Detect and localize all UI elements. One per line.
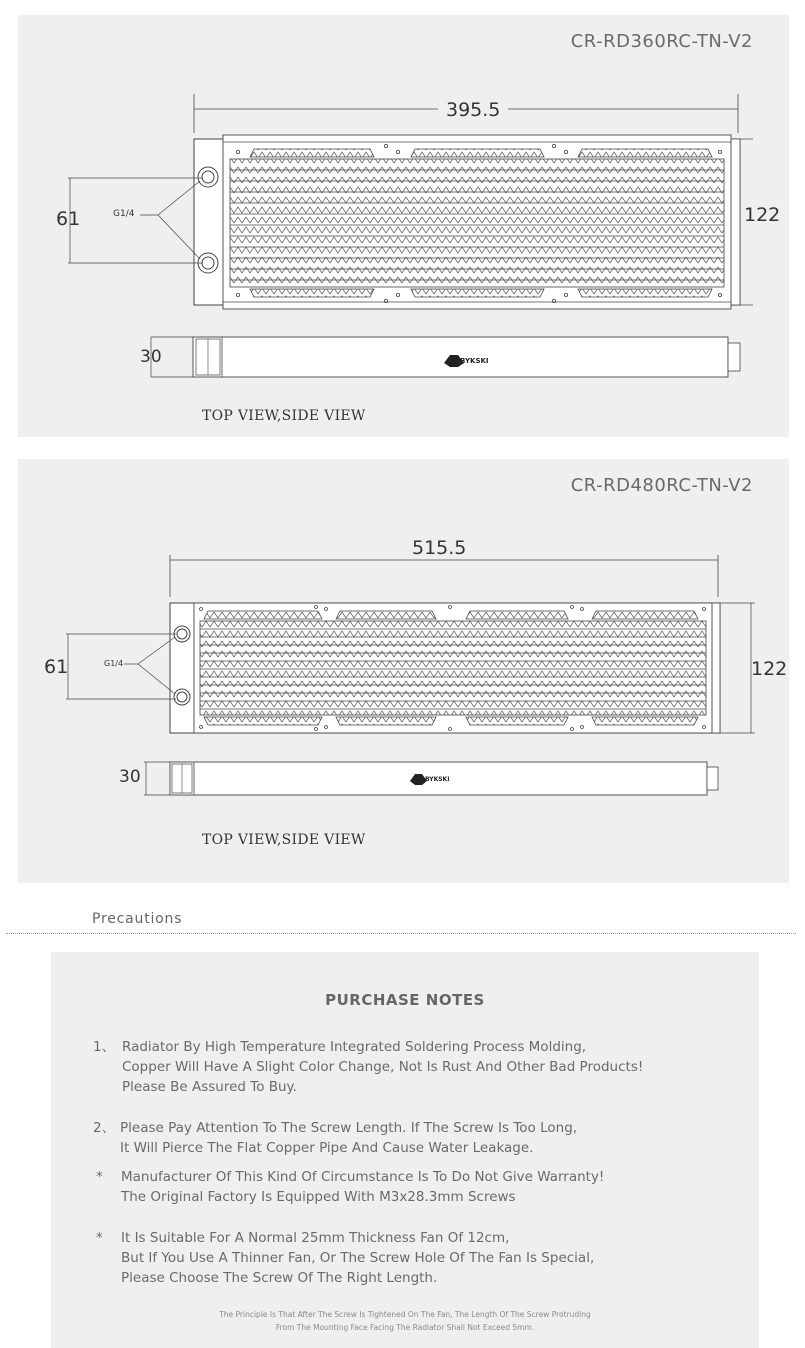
height-dimension: 122 bbox=[751, 658, 788, 680]
drawing-panel-360 bbox=[18, 15, 789, 437]
note-line: Please Pay Attention To The Screw Length. If The Screw Is Too Long, bbox=[120, 1120, 578, 1136]
height-dimension: 122 bbox=[744, 204, 781, 226]
note-line: Please Choose The Screw Of The Right Length. bbox=[121, 1270, 438, 1286]
note-line: Radiator By High Temperature Integrated Soldering Process Molding, bbox=[122, 1039, 587, 1055]
length-dimension: 515.5 bbox=[412, 537, 467, 559]
footnote-line: The Principle Is That After The Screw Is Tightened On The Fan, The Length Of The Screw Protruding bbox=[219, 1310, 591, 1319]
model-number: CR-RD360RC-TN-V2 bbox=[570, 31, 753, 52]
note-item bbox=[93, 1118, 577, 1158]
thickness-dimension: 30 bbox=[140, 347, 162, 367]
view-label: TOP VIEW,SIDE VIEW bbox=[202, 832, 366, 848]
footnote bbox=[51, 1308, 759, 1334]
purchase-notes-box bbox=[51, 952, 759, 1348]
note-item bbox=[96, 1167, 604, 1207]
note-line: Copper Will Have A Slight Color Change, Not Is Rust And Other Bad Products! bbox=[122, 1059, 644, 1075]
note-line: The Original Factory Is Equipped With M3x28.3mm Screws bbox=[121, 1189, 516, 1205]
note-line: It Will Pierce The Flat Copper Pipe And Cause Water Leakage. bbox=[120, 1140, 534, 1156]
note-line: But If You Use A Thinner Fan, Or The Screw Hole Of The Fan Is Special, bbox=[121, 1250, 595, 1266]
radiator-480-drawing bbox=[18, 459, 789, 883]
brand-name: BYKSKI bbox=[425, 776, 450, 783]
drawing-panel-480 bbox=[18, 459, 789, 883]
note-marker: * bbox=[96, 1230, 103, 1246]
port-spacing-dimension: 61 bbox=[56, 208, 81, 230]
radiator-360-drawing bbox=[18, 15, 789, 437]
note-line: It Is Suitable For A Normal 25mm Thickness Fan Of 12cm, bbox=[121, 1230, 510, 1246]
brand-name: BYKSKI bbox=[460, 357, 489, 365]
notes-title: PURCHASE NOTES bbox=[325, 991, 485, 1009]
view-label: TOP VIEW,SIDE VIEW bbox=[202, 408, 366, 424]
length-dimension: 395.5 bbox=[446, 99, 501, 121]
note-marker: 1、 bbox=[93, 1039, 116, 1055]
port-spacing-dimension: 61 bbox=[44, 656, 69, 678]
note-marker: * bbox=[96, 1169, 103, 1185]
thickness-dimension: 30 bbox=[119, 767, 141, 787]
note-line: Please Be Assured To Buy. bbox=[122, 1079, 297, 1095]
port-thread-label: G1/4 bbox=[113, 209, 135, 219]
note-line: Manufacturer Of This Kind Of Circumstance Is To Do Not Give Warranty! bbox=[121, 1169, 605, 1185]
footnote-line: From The Mounting Face Facing The Radiator Shall Not Exceed 5mm. bbox=[275, 1323, 535, 1332]
port-thread-label: G1/4 bbox=[104, 659, 124, 668]
model-number: CR-RD480RC-TN-V2 bbox=[570, 475, 753, 496]
dotted-divider bbox=[6, 933, 796, 934]
precautions-heading: Precautions bbox=[92, 911, 183, 927]
note-item bbox=[93, 1037, 643, 1097]
note-marker: 2、 bbox=[93, 1120, 116, 1136]
note-item bbox=[96, 1228, 594, 1288]
